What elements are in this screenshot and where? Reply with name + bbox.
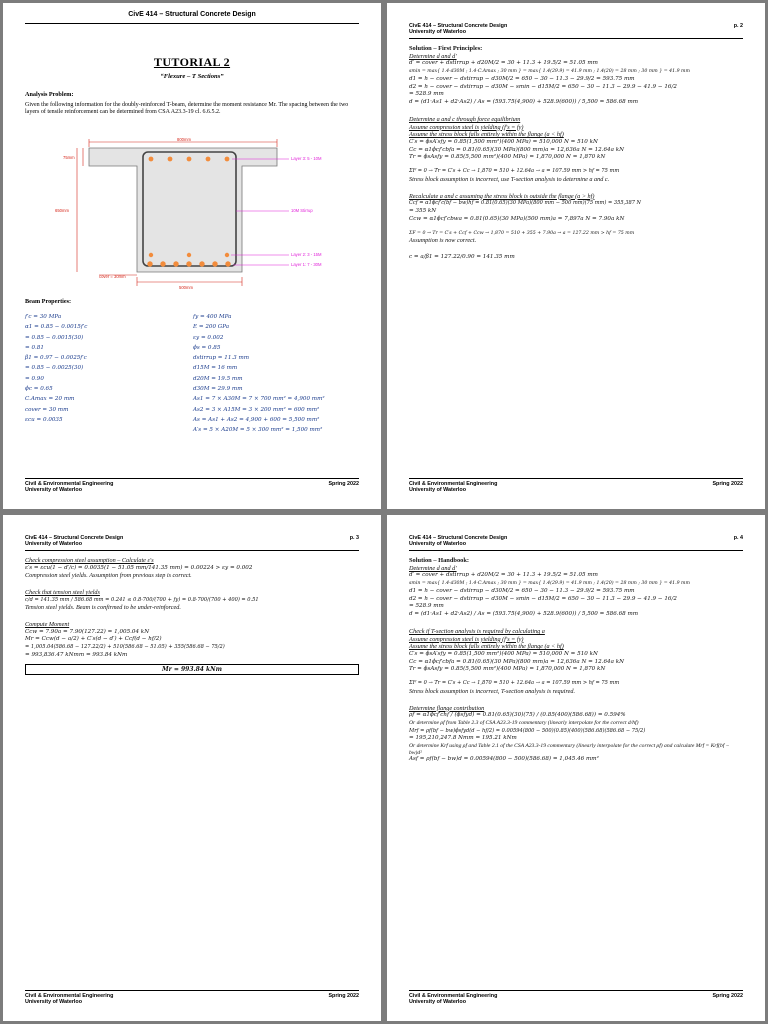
footer-season: Spring 2022 bbox=[712, 993, 743, 999]
prop-line: As = As1 + As2 = 4,900 + 600 = 5,500 mm² bbox=[193, 416, 320, 423]
header-course: CivE 414 – Structural Concrete Design bbox=[409, 535, 508, 541]
solution-heading: Solution – Handbook: bbox=[409, 557, 470, 564]
section-title: Recalculate a and c assuming the stress block is outside the flange (a > hf) bbox=[409, 192, 595, 200]
equation: Cc = α1ϕcf′cbfa = 0.81(0.65)(30 MPa)(800 mm)a = 12,636a N = 12.64a kN bbox=[409, 146, 624, 153]
footer-rule bbox=[409, 478, 743, 479]
footer-university: University of Waterloo bbox=[409, 999, 467, 1006]
note: Compression steel yields. Assumption from previous step is correct. bbox=[25, 572, 192, 580]
prop-line: As2 = 3 × A15M = 3 × 200 mm² = 600 mm² bbox=[193, 406, 320, 413]
footer-dept: Civil & Environmental Engineering bbox=[409, 993, 498, 999]
problem-statement: Given the following information for the doubly-reinforced T-beam, determine the moment resistance Mr. The spacing between the two layers of tensile reinforcement can be determined from CSA A23.3-19 cl. 6.6.5.2. bbox=[25, 102, 349, 116]
prop-line: β1 = 0.97 − 0.0025f′c bbox=[25, 355, 87, 362]
footer bbox=[409, 481, 743, 494]
equation: ε′s = εcu(1 − d′/c) = 0.0035(1 − 51.05 mm/141.35 mm) = 0.00224 > εy = 0.002 bbox=[25, 564, 253, 571]
header bbox=[25, 535, 359, 548]
footer-dept: Civil & Environmental Engineering bbox=[409, 481, 498, 487]
footer bbox=[409, 993, 743, 1006]
header-rule bbox=[409, 38, 743, 39]
note: Stress block assumption is incorrect, T-section analysis is required. bbox=[409, 687, 576, 695]
solution-heading: Solution – First Principles: bbox=[409, 45, 483, 52]
section-title: Determine d and d′ bbox=[409, 564, 457, 572]
header-rule bbox=[409, 550, 743, 551]
footer-season: Spring 2022 bbox=[328, 993, 359, 999]
footer-rule bbox=[409, 990, 743, 991]
equation: Tr = ϕsAsfy = 0.85(5,500 mm²)(400 MPa) = 1,870,000 N = 1,870 kN bbox=[409, 666, 606, 673]
section-title: Determine d and d′ bbox=[409, 52, 457, 60]
footer-dept: Civil & Environmental Engineering bbox=[25, 993, 114, 999]
footer-dept: Civil & Environmental Engineering bbox=[25, 481, 114, 487]
section-title: Check that tension steel yields bbox=[25, 588, 100, 596]
equation: = 528.9 mm bbox=[409, 603, 444, 610]
equation: d = (d1·As1 + d2·As2) / As = (593.75(4,900) + 528.9(600)) / 5,500 = 586.68 mm bbox=[409, 611, 639, 618]
dim-flange-depth: 75mm bbox=[63, 155, 75, 160]
footer-university: University of Waterloo bbox=[25, 999, 83, 1006]
equation: Tr = ϕsAsfy = 0.85(5,500 mm²)(400 MPa) = 1,870,000 N = 1,870 kN bbox=[409, 154, 606, 161]
prop-line: dstirrup = 11.3 mm bbox=[193, 355, 250, 362]
equation: = 1,005.04(586.68 − 127.22/2) + 510(586.68 − 51.05) + 355(586.68 − 75/2) bbox=[25, 644, 225, 651]
header-university: University of Waterloo bbox=[25, 541, 83, 548]
page-2-content bbox=[409, 45, 743, 262]
equation: C′s = ϕsA′sfy = 0.85(1,500 mm²)(400 MPa) = 510,000 N = 510 kN bbox=[409, 138, 598, 145]
prop-line: cover = 30 mm bbox=[25, 406, 69, 413]
equation: smin = max{ 1.4·d30M ; 1.4·C.Amax ; 30 mm } = max{ 1.4(29.9) = 41.9 mm ; 1.4(20) = 28 mm ; 30 mm } = 41.9 mm bbox=[409, 68, 690, 74]
assumption: Assume compression steel is yielding (f′s = fy) bbox=[409, 635, 524, 643]
prop-line: E = 200 GPa bbox=[193, 324, 230, 331]
equation: d2 = h − cover − dstirrup − d30M − smin − d15M/2 = 650 − 30 − 11.3 − 29.9 − 41.9 − 16/2 bbox=[409, 83, 677, 90]
section-title: Determine a and c through force equilibrium bbox=[409, 115, 521, 123]
prop-line: As1 = 7 × A30M = 7 × 700 mm² = 4,900 mm² bbox=[193, 396, 325, 403]
prop-line: α1 = 0.85 − 0.0015f′c bbox=[25, 324, 88, 331]
assumption: Assume the stress block falls entirely within the flange (a < hf) bbox=[409, 643, 564, 651]
footer bbox=[25, 481, 359, 494]
prop-line: εcu = 0.0035 bbox=[25, 416, 63, 423]
equation: Ccw = 7.90a = 7.90(127.22) = 1,005.04 kN bbox=[25, 628, 150, 635]
t-beam-figure bbox=[27, 136, 359, 291]
footer-rule bbox=[25, 990, 359, 991]
answer-box: Mr = 993.84 kNm bbox=[25, 664, 359, 676]
section-title: Check if T-section analysis is required by calculating a bbox=[409, 627, 545, 635]
label-layer-1: Layer 1: 7 - 30M bbox=[291, 262, 322, 267]
equation: = 195,210,247.8 Nmm = 195.21 kNm bbox=[409, 735, 517, 742]
dim-web-width: 500mm bbox=[179, 285, 193, 290]
prop-line: d30M = 29.9 mm bbox=[193, 386, 243, 393]
properties-heading: Beam Properties: bbox=[25, 298, 72, 305]
page-4-content bbox=[409, 557, 743, 764]
footer bbox=[25, 993, 359, 1006]
note: Stress block assumption is incorrect, use T-section analysis to determine a and c. bbox=[409, 175, 610, 183]
label-layer-3: Layer 3: 5 - 10M bbox=[291, 156, 322, 161]
equation: d1 = h − cover − dstirrup − d30M/2 = 650 − 30 − 11.3 − 29.9/2 = 593.75 mm bbox=[409, 75, 635, 82]
equation: Ccw = α1ϕcf′cbwa = 0.81(0.65)(30 MPa)(500 mm)a = 7,897a N = 7.90a kN bbox=[409, 215, 625, 222]
prop-line: εy = 0.002 bbox=[193, 334, 224, 341]
tutorial-subtitle: “Flexure – T Sections” bbox=[160, 73, 224, 80]
equation: = 355 kN bbox=[409, 207, 437, 214]
prop-line: = 0.85 − 0.0025(30) bbox=[25, 365, 84, 372]
prop-line: d15M = 16 mm bbox=[193, 365, 238, 372]
page-number: p. 4 bbox=[733, 535, 743, 541]
prop-line: C.Amax = 20 mm bbox=[25, 396, 75, 403]
properties-right bbox=[193, 312, 325, 436]
title-rule bbox=[25, 23, 359, 24]
prop-line: = 0.81 bbox=[25, 344, 44, 351]
equation: d = (d1·As1 + d2·As2) / As = (593.75(4,900) + 528.9(600)) / 5,500 = 586.68 mm bbox=[409, 99, 639, 106]
equation: d′ = cover + dstirrup + d20M/2 = 30 + 11.3 + 19.5/2 = 51.05 mm bbox=[409, 572, 598, 579]
footer-season: Spring 2022 bbox=[328, 481, 359, 487]
beam-section bbox=[89, 148, 277, 272]
equation: ΣF = 0 → Tr = C′s + Ccf + Ccw → 1,870 = 510 + 355 + 7.90a → a = 127.22 mm > hf = 75 mm bbox=[409, 230, 635, 236]
note: Or determine Krf using ρf and Table 2.1 of the CSA A23.3-19 commentary (linearly interpolate for the correct ρf) and calculate Mrf = Krf(bf − bw)d² bbox=[409, 743, 730, 756]
equation: d1 = h − cover − dstirrup − d30M/2 = 650 − 30 − 11.3 − 29.9/2 = 593.75 mm bbox=[409, 587, 635, 594]
note: Assumption is now correct. bbox=[409, 237, 477, 245]
section-title: Check compression steel assumption – Calculate ε′s bbox=[25, 557, 154, 564]
header-course: CivE 414 – Structural Concrete Design bbox=[409, 23, 508, 29]
prop-line: = 0.90 bbox=[25, 375, 44, 382]
course-title: CivE 414 – Structural Concrete Design bbox=[128, 11, 256, 18]
equation: Mrf = ρf(bf − bw)ϕsfyd(d − hf/2) = 0.00594(800 − 500)(0.85)(400)(586.68)(586.68 − 75/2) bbox=[409, 727, 646, 734]
equation: c/d = 141.35 mm / 586.68 mm = 0.241 ≤ 0.8·700/(700 + fy) = 0.8·700/(700 + 400) = 0.51 bbox=[25, 596, 259, 603]
prop-line: ϕs = 0.85 bbox=[193, 344, 221, 351]
header bbox=[409, 23, 743, 36]
equation: = 528.9 mm bbox=[409, 91, 444, 98]
prop-line: A′s = 5 × A20M = 5 × 300 mm² = 1,500 mm² bbox=[193, 427, 323, 434]
page-2 bbox=[387, 3, 765, 509]
prop-line: f′c = 30 MPa bbox=[25, 314, 62, 320]
equation: d′ = cover + dstirrup + d20M/2 = 30 + 11.3 + 19.5/2 = 51.05 mm bbox=[409, 60, 598, 67]
page-number: p. 3 bbox=[349, 535, 359, 541]
analysis-heading: Analysis Problem: bbox=[25, 91, 74, 98]
note: Tension steel yields. Beam is confirmed to be under-reinforced. bbox=[25, 604, 181, 612]
prop-line: fy = 400 MPa bbox=[193, 314, 232, 320]
equation: C′s = ϕsA′sfy = 0.85(1,500 mm²)(400 MPa) = 510,000 N = 510 kN bbox=[409, 650, 598, 657]
page-3-content bbox=[25, 557, 359, 675]
equation: = 993,836.47 kNmm = 993.84 kNm bbox=[25, 651, 128, 658]
dim-cover: cover = 30mm bbox=[99, 274, 126, 279]
label-stirrup: 10M Stirrup bbox=[291, 208, 313, 213]
prop-line: d20M = 19.5 mm bbox=[193, 375, 243, 382]
footer-university: University of Waterloo bbox=[409, 487, 467, 494]
equation: ΣF = 0 → Tr = C′s + Cc → 1,870 = 510 + 12.64a → a = 107.59 mm > hf = 75 mm bbox=[409, 680, 620, 687]
note: Or determine ρf from Table 2.3 of CSA A23.3-19 commentary (linearly interpolate for the correct d/hf) bbox=[409, 719, 639, 726]
properties-left bbox=[25, 312, 87, 425]
equation: ΣF = 0 → Tr = C′s + Cc → 1,870 = 510 + 12.64a → a = 107.59 mm > hf = 75 mm bbox=[409, 168, 620, 175]
tutorial-title: TUTORIAL 2 bbox=[153, 55, 231, 69]
equation: d2 = h − cover − dstirrup − d30M − smin − d15M/2 = 650 − 30 − 11.3 − 29.9 − 41.9 − 16/2 bbox=[409, 595, 677, 602]
equation: smin = max{ 1.4·d30M ; 1.4·C.Amax ; 30 mm } = max{ 1.4(29.9) = 41.9 mm ; 1.4(20) = 28 mm ; 30 mm } = 41.9 mm bbox=[409, 580, 690, 586]
equation: c = a/β1 = 127.22/0.90 = 141.35 mm bbox=[409, 253, 515, 260]
prop-line: = 0.85 − 0.0015(30) bbox=[25, 334, 84, 341]
equation: Mr = Ccw(d − a/2) + C′s(d − d′) + Ccf(d − hf/2) bbox=[25, 636, 162, 643]
header-university: University of Waterloo bbox=[409, 29, 467, 36]
header-university: University of Waterloo bbox=[409, 541, 467, 548]
page-number: p. 2 bbox=[733, 23, 743, 29]
header bbox=[409, 535, 743, 548]
footer-rule bbox=[25, 478, 359, 479]
equation: Ccf = α1ϕcf′c(bf − bw)hf = 0.81(0.65)(30 MPa)(800 mm − 500 mm)(75 mm) = 355,387 N bbox=[409, 200, 642, 207]
assumption: Assume compression steel is yielding (f′s = fy) bbox=[409, 123, 524, 131]
dim-top-width: 800mm bbox=[177, 137, 191, 142]
assumption: Assume the stress block falls entirely within the flange (a < hf) bbox=[409, 131, 564, 139]
page-3 bbox=[3, 515, 381, 1021]
page-1 bbox=[3, 3, 381, 509]
footer-season: Spring 2022 bbox=[712, 481, 743, 487]
label-layer-2: Layer 2: 3 - 15M bbox=[291, 252, 322, 257]
prop-line: ϕc = 0.65 bbox=[25, 386, 53, 393]
equation: Asf = ρf(bf − bw)d = 0.00594(800 − 500)(586.68) = 1,045.46 mm² bbox=[409, 756, 599, 763]
section-title: Determine flange contribution bbox=[409, 704, 485, 712]
section-title: Compute Moment bbox=[25, 620, 70, 628]
equation: ρf = α1ϕcf′chf / (ϕsfyd) = 0.81(0.65)(30)(75) / (0.85(400)(586.68)) = 0.594% bbox=[409, 712, 626, 719]
dim-height: 650mm bbox=[55, 208, 69, 213]
header-rule bbox=[25, 550, 359, 551]
equation: Cc = α1ϕcf′cbfa = 0.81(0.65)(30 MPa)(800 mm)a = 12,636a N = 12.64a kN bbox=[409, 658, 624, 665]
page-4 bbox=[387, 515, 765, 1021]
header-course: CivE 414 – Structural Concrete Design bbox=[25, 535, 124, 541]
footer-university: University of Waterloo bbox=[25, 487, 83, 494]
